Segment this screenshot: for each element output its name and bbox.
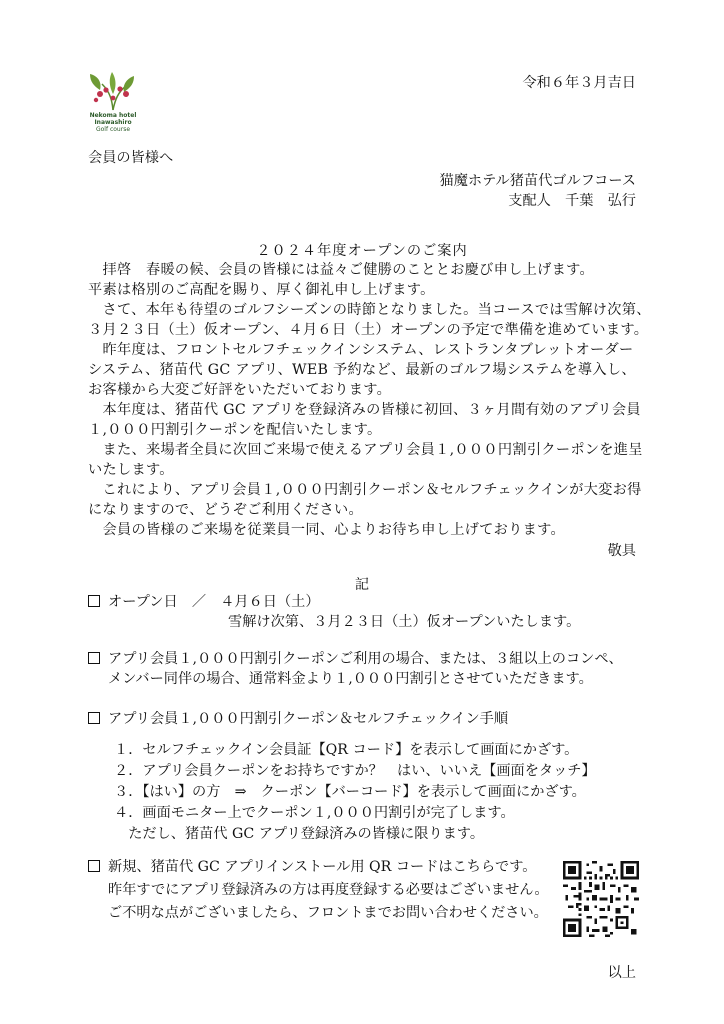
body-line: 本年度は、猪苗代 GC アプリを登録済みの皆様に初回、３ヶ月間有効のアプリ会員 — [88, 402, 641, 418]
body-line: 拝啓 春暖の候、会員の皆様には益々ご健勝のこととお慶び申し上げます。 — [88, 262, 594, 278]
body-line: 会員の皆様のご来場を従業員一同、心よりお待ち申し上げております。 — [88, 522, 565, 538]
body-line: １,０００円割引クーポンを配信いたします。 — [88, 422, 382, 438]
closing: 敬具 — [607, 543, 636, 559]
issue-date: 令和６年３月吉日 — [522, 75, 636, 91]
logo-line-2: Inawashiro — [94, 119, 132, 126]
logo — [82, 70, 162, 132]
qr-code[interactable] — [563, 861, 639, 937]
checkbox-icon — [88, 712, 100, 724]
body-line: 昨年度は、フロントセルフチェックインシステム、レストランタブレットオーダー — [88, 342, 634, 358]
qr-code-graphic — [563, 861, 639, 937]
ki-heading: 記 — [354, 577, 370, 593]
procedure-step: ただし、猪苗代 GC アプリ登録済みの皆様に限ります。 — [114, 826, 485, 842]
checkbox-icon — [88, 860, 100, 872]
discount-line-2: メンバー同伴の場合、通常料金より１,０００円割引とさせていただきます。 — [108, 671, 593, 687]
procedure-heading: アプリ会員１,０００円割引クーポン＆セルフチェックイン手順 — [108, 711, 509, 727]
logo-text — [82, 112, 144, 133]
checkbox-icon — [88, 595, 100, 607]
install-item — [88, 856, 536, 876]
procedure-step: ２．アプリ会員クーポンをお持ちですか？ はい、いいえ【画面をタッチ】 — [114, 763, 596, 779]
install-line-1: 新規、猪苗代 GC アプリインストール用 QR コードはこちらです。 — [108, 859, 537, 875]
logo-mark — [82, 70, 144, 114]
checkbox-icon — [88, 652, 100, 664]
logo-line-3: Golf course — [95, 126, 131, 133]
body-line: さて、本年も待望のゴルフシーズンの時節となりました。当コースでは雪解け次第、 — [88, 302, 651, 318]
body-line: いたします。 — [88, 462, 174, 478]
body-text — [88, 260, 651, 540]
body-line: お客様から大変ご好評をいただいております。 — [88, 382, 392, 398]
body-line: また、来場者全員に次回ご来場で使えるアプリ会員１,０００円割引クーポンを進呈 — [88, 442, 643, 458]
body-line: になりますので、どうぞご利用ください。 — [88, 502, 363, 518]
recipient: 会員の皆様へ — [88, 150, 174, 166]
open-day-label: オープン日 ／ ４月６日（土） — [108, 594, 320, 610]
logo-line-1: Nekoma hotel — [89, 112, 137, 119]
open-day-note: 雪解け次第、３月２３日（土）仮オープンいたします。 — [228, 614, 581, 630]
sender-person: 支配人 千葉 弘行 — [508, 193, 636, 209]
body-line: システム、猪苗代 GC アプリ、WEB 予約など、最新のゴルフ場システムを導入し、 — [88, 362, 636, 378]
procedure-step: ３．【はい】の方 ⇒ クーポン【バーコード】を表示して画面にかざす。 — [114, 784, 586, 800]
install-line-3: ご不明な点がございましたら、フロントまでお問い合わせください。 — [108, 905, 548, 921]
sender-org: 猫魔ホテル猪苗代ゴルフコース — [439, 173, 636, 189]
body-line: ３月２３日（土）仮オープン、４月６日（土）オープンの予定で準備を進めています。 — [88, 322, 649, 338]
procedure-step: ４．画面モニター上でクーポン１,０００円割引が完了します。 — [114, 805, 515, 821]
discount-line-1: アプリ会員１,０００円割引クーポンご利用の場合、または、３組以上のコンペ、 — [108, 651, 623, 667]
body-line: これにより、アプリ会員１,０００円割引クーポン＆セルフチェックインが大変お得 — [88, 482, 642, 498]
procedure-item — [88, 708, 508, 728]
procedure-steps — [114, 740, 596, 845]
install-line-2: 昨年すでにアプリ登録済みの方は再度登録する必要はございません。 — [108, 882, 549, 898]
open-day-item — [88, 591, 320, 611]
end-mark: 以上 — [607, 965, 636, 981]
body-line: 平素は格別のご高配を賜り、厚く御礼申し上げます。 — [88, 282, 435, 298]
procedure-step: １．セルフチェックイン会員証【QR コード】を表示して画面にかざす。 — [114, 742, 579, 758]
page-title: ２０２４年度オープンのご案内 — [256, 243, 468, 259]
discount-item — [88, 648, 623, 668]
